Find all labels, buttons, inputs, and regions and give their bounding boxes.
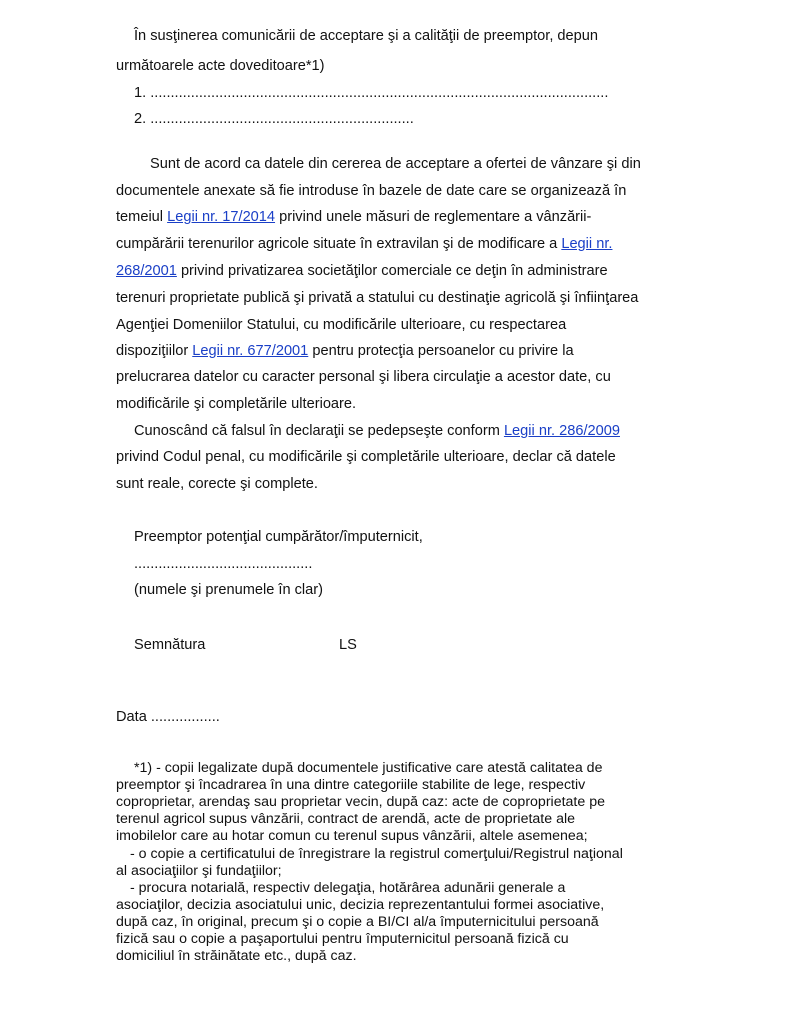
consent-line-8 [116, 342, 574, 360]
signature-label: Semnătura [134, 637, 206, 653]
law-17-2014-link[interactable]: Legii nr. 17/2014 [167, 209, 276, 225]
consent-line-4-text: cumpărării terenurilor agricole situate în extravilan şi de modificare a [116, 236, 558, 252]
footnote-line-4: terenul agricol supus vânzării, contract de arendă, acte de proprietate ale [116, 811, 576, 827]
footnote-line-3: coproprietar, arendaş sau proprietar vecin, după caz: acte de coproprietate pe [116, 794, 605, 810]
signatory-name-hint: (numele şi prenumele în clar) [134, 582, 323, 598]
ls-seal-label: LS [339, 637, 357, 653]
consent-line-3-suffix: privind unele măsuri de reglementare a vânzării- [279, 209, 592, 225]
footnote-line-2: preemptor şi încadrarea în una dintre categoriile stabilite de lege, respectiv [116, 777, 586, 793]
consent-line-9: prelucrarea datelor cu caracter personal şi libera circulaţie a acestor date, cu [116, 369, 611, 385]
intro-line-2: următoarele acte doveditoare*1) [116, 58, 325, 74]
footnote-line-6: - o copie a certificatului de înregistrare la registrul comerţului/Registrul naţional [130, 846, 623, 862]
footnote-line-11: fizică sau o copie a paşaportului pentru împuternicitul persoană fizică cu [116, 931, 569, 947]
consent-line-8-suffix: pentru protecţia persoanelor cu privire la [312, 343, 574, 359]
law-286-2009-link[interactable]: Legii nr. 286/2009 [503, 423, 620, 439]
consent-line-1: Sunt de acord ca datele din cererea de acceptare a ofertei de vânzare şi din [150, 156, 641, 172]
law-677-2001-link[interactable]: Legii nr. 677/2001 [192, 343, 309, 359]
footnote-line-7: al asociaţiilor şi fundaţiilor; [116, 863, 282, 879]
law-268-2001-link-part1[interactable]: Legii nr. [561, 236, 613, 252]
law-268-2001-link-part2[interactable]: 268/2001 [116, 263, 177, 279]
consent-line-2: documentele anexate să fie introduse în bazele de date care se organizează în [116, 183, 627, 199]
declaration-line-2: privind Codul penal, cu modificările şi completările ulterioare, declar că datele [116, 449, 616, 465]
consent-line-4 [116, 235, 612, 253]
footnote-line-12: domiciliul în străinătate etc., după caz. [116, 948, 357, 964]
date-label: Data ................. [116, 709, 220, 725]
signatory-name-dots: ............................................ [134, 556, 313, 572]
intro-item-1: 1. ................................................................................................................. [134, 85, 609, 101]
consent-line-8-prefix: dispoziţiilor [116, 343, 189, 359]
footnote-line-8: - procura notarială, respectiv delegaţia, hotărârea adunării generale a [130, 880, 566, 896]
footnote-line-9: asociaţilor, decizia asociatului unic, decizia reprezentantului formei asociative, [116, 897, 605, 913]
consent-line-10: modificările şi completările ulterioare. [116, 396, 357, 412]
declaration-line-1-text: Cunoscând că falsul în declaraţii se pedepseşte conform [134, 423, 500, 439]
intro-line-1: În susţinerea comunicării de acceptare şi a calităţii de preemptor, depun [134, 28, 599, 44]
consent-line-5-text: privind privatizarea societăţilor comerciale ce deţin în administrare [180, 263, 608, 279]
consent-line-3 [116, 208, 591, 226]
signatory-role: Preemptor potenţial cumpărător/împuternicit, [134, 529, 423, 545]
consent-line-6: terenuri proprietate publică şi privată a statului cu destinaţie agricolă şi înfiinţarea [116, 290, 639, 306]
footnote-line-10: după caz, în original, precum şi o copie a BI/CI al/a împuternicitului persoană [116, 914, 599, 930]
footnote-line-1: *1) - copii legalizate după documentele justificative care atestă calitatea de [134, 760, 603, 776]
consent-line-5 [116, 262, 608, 280]
declaration-line-3: sunt reale, corecte şi complete. [116, 476, 318, 492]
consent-line-3-prefix: temeiul [116, 209, 164, 225]
consent-line-7: Agenţiei Domeniilor Statului, cu modificările ulterioare, cu respectarea [116, 317, 567, 333]
intro-item-2: 2. ................................................................. [134, 111, 414, 127]
footnote-line-5: imobilelor care au hotar comun cu terenul supus vânzării, altele asemenea; [116, 828, 588, 844]
declaration-line-1 [134, 422, 620, 440]
